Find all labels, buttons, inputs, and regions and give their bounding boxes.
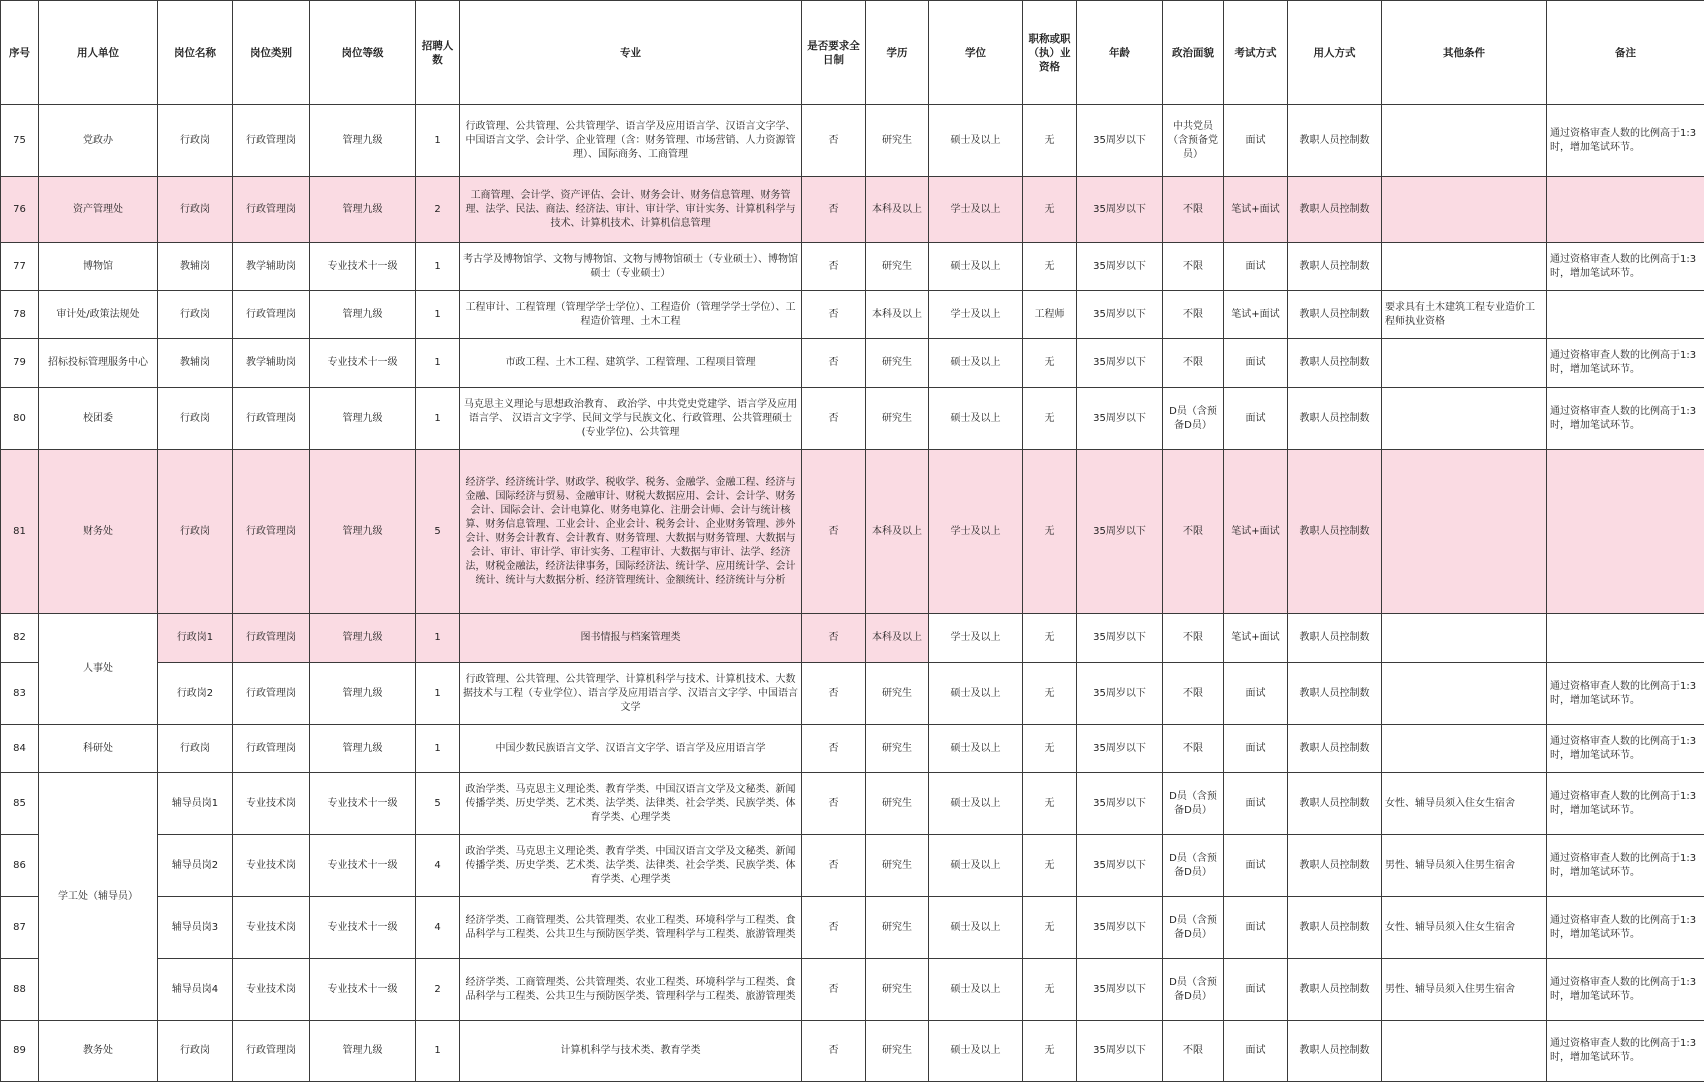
cell-age: 35周岁以下 — [1077, 105, 1163, 177]
cell-fulltime: 否 — [802, 243, 866, 291]
cell-education: 本科及以上 — [866, 450, 929, 614]
header-cell: 岗位名称 — [158, 1, 233, 105]
cell-other: 女性、辅导员须入住女生宿舍 — [1382, 773, 1547, 835]
cell-age: 35周岁以下 — [1077, 177, 1163, 243]
cell-age: 35周岁以下 — [1077, 773, 1163, 835]
cell-level: 专业技术十一级 — [310, 897, 416, 959]
header-cell: 专业 — [460, 1, 802, 105]
table-row — [1, 291, 1704, 339]
header-cell: 用人方式 — [1288, 1, 1382, 105]
cell-title: 无 — [1023, 897, 1077, 959]
header-cell: 用人单位 — [39, 1, 158, 105]
cell-other — [1382, 105, 1547, 177]
table-row — [1, 105, 1704, 177]
cell-education: 研究生 — [866, 725, 929, 773]
table-row — [1, 339, 1704, 388]
cell-other — [1382, 725, 1547, 773]
cell-no: 81 — [1, 450, 39, 614]
cell-education: 研究生 — [866, 835, 929, 897]
cell-exam: 笔试+面试 — [1224, 177, 1288, 243]
cell-remark: 通过资格审查人数的比例高于1:3时，增加笔试环节。 — [1547, 105, 1704, 177]
cell-title: 无 — [1023, 339, 1077, 388]
cell-employ: 教职人员控制数 — [1288, 177, 1382, 243]
cell-no: 79 — [1, 339, 39, 388]
cell-title: 无 — [1023, 243, 1077, 291]
cell-title: 无 — [1023, 105, 1077, 177]
cell-level: 专业技术十一级 — [310, 835, 416, 897]
cell-exam: 面试 — [1224, 339, 1288, 388]
cell-major: 行政管理、公共管理、公共管理学、语言学及应用语言学、汉语言文字学、中国语言文学、会计学、企业管理（含：财务管理、市场营销、人力资源管理）、国际商务、工商管理 — [460, 105, 802, 177]
cell-major: 工商管理、会计学、资产评估、会计、财务会计、财务信息管理、财务管理、法学、民法、商法、经济法、审计、审计学、审计实务、计算机科学与技术、计算机技术、计算机信息管理 — [460, 177, 802, 243]
cell-fulltime: 否 — [802, 835, 866, 897]
table-row — [1, 835, 1704, 897]
cell-fulltime: 否 — [802, 725, 866, 773]
cell-title: 无 — [1023, 725, 1077, 773]
cell-exam: 面试 — [1224, 388, 1288, 450]
cell-exam: 面试 — [1224, 959, 1288, 1021]
cell-exam: 面试 — [1224, 663, 1288, 725]
cell-level: 管理九级 — [310, 614, 416, 663]
cell-exam: 面试 — [1224, 897, 1288, 959]
cell-other: 男性、辅导员须入住男生宿舍 — [1382, 959, 1547, 1021]
cell-remark: 通过资格审查人数的比例高于1:3时，增加笔试环节。 — [1547, 1021, 1704, 1082]
cell-category: 行政管理岗 — [233, 725, 310, 773]
cell-education: 研究生 — [866, 959, 929, 1021]
cell-degree: 硕士及以上 — [929, 105, 1023, 177]
cell-remark: 通过资格审查人数的比例高于1:3时，增加笔试环节。 — [1547, 959, 1704, 1021]
cell-no: 86 — [1, 835, 39, 897]
cell-post: 行政岗 — [158, 450, 233, 614]
header-cell: 职称或职（执）业资格 — [1023, 1, 1077, 105]
header-cell: 学位 — [929, 1, 1023, 105]
cell-employ: 教职人员控制数 — [1288, 339, 1382, 388]
cell-unit: 教务处 — [39, 1021, 158, 1082]
cell-no: 82 — [1, 614, 39, 663]
cell-count: 2 — [416, 177, 460, 243]
table-row — [1, 725, 1704, 773]
cell-degree: 学士及以上 — [929, 450, 1023, 614]
cell-major: 经济学、经济统计学、财政学、税收学、税务、金融学、金融工程、经济与金融、国际经济与贸易、金融审计、财税大数据应用、会计、会计学、财务会计、国际会计、会计电算化、财务电算化、注册会计师、会计与统计核算、财务信息管理、工业会计、企业会计、税务会计、企业财务管理、涉外会计、财务会计教育、会计教育、财务管理、大数据与财务管理、大数据与会计、审计、审计学、审计实务、工程审计、大数据与审计、法学、经济法，财税金融法，经济法律事务，国际经济法、统计学、应用统计学、会计统计、统计与大数据分析、经济管理统计、金额统计、经济统计与分析 — [460, 450, 802, 614]
cell-employ: 教职人员控制数 — [1288, 725, 1382, 773]
cell-exam: 面试 — [1224, 835, 1288, 897]
cell-count: 2 — [416, 959, 460, 1021]
cell-remark: 通过资格审查人数的比例高于1:3时，增加笔试环节。 — [1547, 388, 1704, 450]
cell-degree: 学士及以上 — [929, 291, 1023, 339]
cell-post: 辅导员岗3 — [158, 897, 233, 959]
cell-major: 政治学类、马克思主义理论类、教育学类、中国汉语言文学及文秘类、新闻传播学类、历史学类、艺术类、法学类、法律类、社会学类、民族学类、体育学类、心理学类 — [460, 773, 802, 835]
cell-major: 经济学类、工商管理类、公共管理类、农业工程类、环境科学与工程类、食品科学与工程类、公共卫生与预防医学类、管理科学与工程类、旅游管理类 — [460, 959, 802, 1021]
cell-politics: D员（含预备D员） — [1163, 897, 1224, 959]
cell-fulltime: 否 — [802, 959, 866, 1021]
table-row — [1, 177, 1704, 243]
cell-level: 专业技术十一级 — [310, 959, 416, 1021]
cell-post: 辅导员岗1 — [158, 773, 233, 835]
cell-age: 35周岁以下 — [1077, 663, 1163, 725]
cell-title: 无 — [1023, 959, 1077, 1021]
cell-other: 女性、辅导员须入住女生宿舍 — [1382, 897, 1547, 959]
cell-count: 1 — [416, 614, 460, 663]
cell-level: 管理九级 — [310, 388, 416, 450]
cell-no: 88 — [1, 959, 39, 1021]
cell-degree: 硕士及以上 — [929, 773, 1023, 835]
cell-remark — [1547, 291, 1704, 339]
cell-count: 1 — [416, 243, 460, 291]
cell-category: 专业技术岗 — [233, 897, 310, 959]
cell-count: 4 — [416, 897, 460, 959]
cell-politics: 不限 — [1163, 1021, 1224, 1082]
cell-exam: 笔试+面试 — [1224, 291, 1288, 339]
cell-major: 中国少数民族语言文学、汉语言文字学、语言学及应用语言学 — [460, 725, 802, 773]
cell-politics: 不限 — [1163, 243, 1224, 291]
cell-degree: 硕士及以上 — [929, 959, 1023, 1021]
cell-major: 图书情报与档案管理类 — [460, 614, 802, 663]
cell-exam: 面试 — [1224, 725, 1288, 773]
cell-education: 研究生 — [866, 105, 929, 177]
cell-fulltime: 否 — [802, 773, 866, 835]
cell-employ: 教职人员控制数 — [1288, 243, 1382, 291]
cell-remark: 通过资格审查人数的比例高于1:3时，增加笔试环节。 — [1547, 897, 1704, 959]
cell-unit: 校团委 — [39, 388, 158, 450]
cell-post: 辅导员岗2 — [158, 835, 233, 897]
cell-level: 管理九级 — [310, 1021, 416, 1082]
cell-fulltime: 否 — [802, 663, 866, 725]
cell-education: 研究生 — [866, 663, 929, 725]
cell-major: 市政工程、土木工程、建筑学、工程管理、工程项目管理 — [460, 339, 802, 388]
cell-politics: 不限 — [1163, 291, 1224, 339]
cell-employ: 教职人员控制数 — [1288, 388, 1382, 450]
cell-education: 本科及以上 — [866, 614, 929, 663]
cell-education: 研究生 — [866, 388, 929, 450]
cell-employ: 教职人员控制数 — [1288, 1021, 1382, 1082]
cell-employ: 教职人员控制数 — [1288, 773, 1382, 835]
cell-unit: 人事处 — [39, 614, 158, 725]
cell-politics: 中共党员（含预备党员） — [1163, 105, 1224, 177]
cell-count: 1 — [416, 663, 460, 725]
cell-fulltime: 否 — [802, 614, 866, 663]
cell-other — [1382, 614, 1547, 663]
cell-politics: 不限 — [1163, 177, 1224, 243]
cell-age: 35周岁以下 — [1077, 388, 1163, 450]
cell-post: 教辅岗 — [158, 339, 233, 388]
cell-post: 教辅岗 — [158, 243, 233, 291]
cell-remark: 通过资格审查人数的比例高于1:3时，增加笔试环节。 — [1547, 773, 1704, 835]
cell-fulltime: 否 — [802, 291, 866, 339]
cell-degree: 硕士及以上 — [929, 1021, 1023, 1082]
cell-remark: 通过资格审查人数的比例高于1:3时，增加笔试环节。 — [1547, 725, 1704, 773]
cell-other — [1382, 339, 1547, 388]
cell-count: 5 — [416, 773, 460, 835]
cell-count: 4 — [416, 835, 460, 897]
cell-category: 行政管理岗 — [233, 388, 310, 450]
cell-no: 87 — [1, 897, 39, 959]
cell-count: 1 — [416, 339, 460, 388]
cell-employ: 教职人员控制数 — [1288, 663, 1382, 725]
cell-education: 研究生 — [866, 339, 929, 388]
cell-age: 35周岁以下 — [1077, 243, 1163, 291]
cell-level: 管理九级 — [310, 291, 416, 339]
cell-age: 35周岁以下 — [1077, 291, 1163, 339]
cell-major: 政治学类、马克思主义理论类、教育学类、中国汉语言文学及文秘类、新闻传播学类、历史学类、艺术类、法学类、法律类、社会学类、民族学类、体育学类、心理学类 — [460, 835, 802, 897]
cell-category: 教学辅助岗 — [233, 339, 310, 388]
cell-politics: 不限 — [1163, 339, 1224, 388]
cell-age: 35周岁以下 — [1077, 339, 1163, 388]
cell-fulltime: 否 — [802, 897, 866, 959]
cell-degree: 硕士及以上 — [929, 339, 1023, 388]
cell-employ: 教职人员控制数 — [1288, 450, 1382, 614]
cell-age: 35周岁以下 — [1077, 959, 1163, 1021]
cell-exam: 面试 — [1224, 1021, 1288, 1082]
cell-remark — [1547, 177, 1704, 243]
cell-remark — [1547, 450, 1704, 614]
cell-level: 管理九级 — [310, 105, 416, 177]
cell-major: 行政管理、公共管理、公共管理学、计算机科学与技术、计算机技术、大数据技术与工程（专业学位）、语言学及应用语言学、汉语言文字学、中国语言文学 — [460, 663, 802, 725]
cell-other — [1382, 450, 1547, 614]
cell-post: 辅导员岗4 — [158, 959, 233, 1021]
cell-education: 本科及以上 — [866, 291, 929, 339]
cell-no: 78 — [1, 291, 39, 339]
cell-unit: 学工处（辅导员） — [39, 773, 158, 1021]
cell-no: 83 — [1, 663, 39, 725]
cell-fulltime: 否 — [802, 105, 866, 177]
cell-unit: 资产管理处 — [39, 177, 158, 243]
cell-education: 研究生 — [866, 897, 929, 959]
header-cell: 岗位类别 — [233, 1, 310, 105]
cell-other — [1382, 177, 1547, 243]
cell-remark — [1547, 614, 1704, 663]
cell-post: 行政岗 — [158, 388, 233, 450]
cell-count: 1 — [416, 291, 460, 339]
table-row — [1, 959, 1704, 1021]
cell-fulltime: 否 — [802, 1021, 866, 1082]
table-row — [1, 1021, 1704, 1082]
cell-unit: 招标投标管理服务中心 — [39, 339, 158, 388]
cell-title: 无 — [1023, 835, 1077, 897]
cell-no: 77 — [1, 243, 39, 291]
cell-count: 5 — [416, 450, 460, 614]
cell-employ: 教职人员控制数 — [1288, 291, 1382, 339]
cell-employ: 教职人员控制数 — [1288, 959, 1382, 1021]
cell-post: 行政岗 — [158, 291, 233, 339]
cell-count: 1 — [416, 388, 460, 450]
cell-category: 专业技术岗 — [233, 835, 310, 897]
cell-politics: 不限 — [1163, 614, 1224, 663]
cell-exam: 笔试+面试 — [1224, 450, 1288, 614]
cell-other — [1382, 1021, 1547, 1082]
cell-count: 1 — [416, 105, 460, 177]
cell-remark: 通过资格审查人数的比例高于1:3时，增加笔试环节。 — [1547, 663, 1704, 725]
cell-age: 35周岁以下 — [1077, 725, 1163, 773]
cell-major: 计算机科学与技术类、教育学类 — [460, 1021, 802, 1082]
header-cell: 学历 — [866, 1, 929, 105]
cell-fulltime: 否 — [802, 388, 866, 450]
cell-exam: 面试 — [1224, 243, 1288, 291]
cell-other: 男性、辅导员须入住男生宿舍 — [1382, 835, 1547, 897]
cell-remark: 通过资格审查人数的比例高于1:3时，增加笔试环节。 — [1547, 243, 1704, 291]
cell-education: 研究生 — [866, 1021, 929, 1082]
cell-employ: 教职人员控制数 — [1288, 105, 1382, 177]
cell-title: 无 — [1023, 773, 1077, 835]
cell-category: 行政管理岗 — [233, 663, 310, 725]
cell-no: 89 — [1, 1021, 39, 1082]
cell-level: 管理九级 — [310, 450, 416, 614]
table-row — [1, 450, 1704, 614]
cell-age: 35周岁以下 — [1077, 835, 1163, 897]
cell-title: 无 — [1023, 663, 1077, 725]
cell-category: 行政管理岗 — [233, 105, 310, 177]
cell-age: 35周岁以下 — [1077, 1021, 1163, 1082]
cell-no: 80 — [1, 388, 39, 450]
cell-unit: 科研处 — [39, 725, 158, 773]
table-row — [1, 388, 1704, 450]
cell-post: 行政岗1 — [158, 614, 233, 663]
header-cell: 序号 — [1, 1, 39, 105]
cell-level: 专业技术十一级 — [310, 243, 416, 291]
cell-other — [1382, 243, 1547, 291]
cell-politics: D员（含预备D员） — [1163, 773, 1224, 835]
cell-employ: 教职人员控制数 — [1288, 835, 1382, 897]
cell-degree: 学士及以上 — [929, 614, 1023, 663]
cell-remark: 通过资格审查人数的比例高于1:3时，增加笔试环节。 — [1547, 835, 1704, 897]
cell-title: 无 — [1023, 177, 1077, 243]
cell-category: 行政管理岗 — [233, 1021, 310, 1082]
cell-politics: 不限 — [1163, 725, 1224, 773]
cell-politics: D员（含预备D员） — [1163, 388, 1224, 450]
cell-other — [1382, 388, 1547, 450]
cell-post: 行政岗 — [158, 105, 233, 177]
cell-category: 教学辅助岗 — [233, 243, 310, 291]
cell-major: 经济学类、工商管理类、公共管理类、农业工程类、环境科学与工程类、食品科学与工程类、公共卫生与预防医学类、管理科学与工程类、旅游管理类 — [460, 897, 802, 959]
cell-level: 管理九级 — [310, 725, 416, 773]
cell-age: 35周岁以下 — [1077, 897, 1163, 959]
cell-unit: 博物馆 — [39, 243, 158, 291]
cell-degree: 硕士及以上 — [929, 243, 1023, 291]
cell-category: 行政管理岗 — [233, 450, 310, 614]
cell-employ: 教职人员控制数 — [1288, 897, 1382, 959]
cell-degree: 硕士及以上 — [929, 835, 1023, 897]
cell-exam: 面试 — [1224, 773, 1288, 835]
header-cell: 其他条件 — [1382, 1, 1547, 105]
cell-title: 无 — [1023, 1021, 1077, 1082]
cell-remark: 通过资格审查人数的比例高于1:3时，增加笔试环节。 — [1547, 339, 1704, 388]
header-row — [1, 1, 1704, 105]
cell-title: 无 — [1023, 450, 1077, 614]
cell-major: 工程审计、工程管理（管理学学士学位）、工程造价（管理学学士学位）、工程造价管理、土木工程 — [460, 291, 802, 339]
header-cell: 岗位等级 — [310, 1, 416, 105]
cell-exam: 面试 — [1224, 105, 1288, 177]
cell-age: 35周岁以下 — [1077, 450, 1163, 614]
cell-degree: 学士及以上 — [929, 177, 1023, 243]
cell-no: 76 — [1, 177, 39, 243]
cell-major: 考古学及博物馆学、文物与博物馆、文物与博物馆硕士（专业硕士）、博物馆硕士（专业硕士） — [460, 243, 802, 291]
header-cell: 年龄 — [1077, 1, 1163, 105]
table-row — [1, 663, 1704, 725]
cell-title: 无 — [1023, 614, 1077, 663]
cell-category: 专业技术岗 — [233, 773, 310, 835]
cell-major: 马克思主义理论与思想政治教育、 政治学、中共党史党建学、语言学及应用语言学、 汉语言文字学、民间文学与民族文化、行政管理、公共管理硕士(专业学位)、公共管理 — [460, 388, 802, 450]
cell-level: 管理九级 — [310, 663, 416, 725]
cell-count: 1 — [416, 1021, 460, 1082]
cell-degree: 硕士及以上 — [929, 725, 1023, 773]
cell-education: 本科及以上 — [866, 177, 929, 243]
cell-category: 行政管理岗 — [233, 614, 310, 663]
cell-unit: 党政办 — [39, 105, 158, 177]
cell-post: 行政岗 — [158, 1021, 233, 1082]
cell-other — [1382, 663, 1547, 725]
cell-category: 行政管理岗 — [233, 177, 310, 243]
cell-fulltime: 否 — [802, 177, 866, 243]
cell-category: 行政管理岗 — [233, 291, 310, 339]
cell-title: 无 — [1023, 388, 1077, 450]
table-row — [1, 773, 1704, 835]
cell-no: 85 — [1, 773, 39, 835]
cell-education: 研究生 — [866, 243, 929, 291]
cell-politics: 不限 — [1163, 450, 1224, 614]
cell-fulltime: 否 — [802, 339, 866, 388]
cell-employ: 教职人员控制数 — [1288, 614, 1382, 663]
cell-no: 84 — [1, 725, 39, 773]
header-cell: 政治面貌 — [1163, 1, 1224, 105]
cell-no: 75 — [1, 105, 39, 177]
cell-degree: 硕士及以上 — [929, 897, 1023, 959]
cell-level: 专业技术十一级 — [310, 773, 416, 835]
cell-post: 行政岗 — [158, 177, 233, 243]
cell-title: 工程师 — [1023, 291, 1077, 339]
cell-level: 管理九级 — [310, 177, 416, 243]
header-cell: 是否要求全日制 — [802, 1, 866, 105]
table-row — [1, 614, 1704, 663]
header-cell: 考试方式 — [1224, 1, 1288, 105]
cell-unit: 财务处 — [39, 450, 158, 614]
header-cell: 招聘人数 — [416, 1, 460, 105]
table-row — [1, 897, 1704, 959]
cell-degree: 硕士及以上 — [929, 663, 1023, 725]
cell-education: 研究生 — [866, 773, 929, 835]
header-cell: 备注 — [1547, 1, 1704, 105]
cell-post: 行政岗 — [158, 725, 233, 773]
cell-post: 行政岗2 — [158, 663, 233, 725]
cell-level: 专业技术十一级 — [310, 339, 416, 388]
cell-fulltime: 否 — [802, 450, 866, 614]
cell-politics: 不限 — [1163, 663, 1224, 725]
table-row — [1, 243, 1704, 291]
cell-politics: D员（含预备D员） — [1163, 835, 1224, 897]
cell-category: 专业技术岗 — [233, 959, 310, 1021]
cell-other: 要求具有土木建筑工程专业造价工程师执业资格 — [1382, 291, 1547, 339]
cell-degree: 硕士及以上 — [929, 388, 1023, 450]
cell-unit: 审计处/政策法规处 — [39, 291, 158, 339]
cell-exam: 笔试+面试 — [1224, 614, 1288, 663]
cell-count: 1 — [416, 725, 460, 773]
cell-politics: D员（含预备D员） — [1163, 959, 1224, 1021]
cell-age: 35周岁以下 — [1077, 614, 1163, 663]
